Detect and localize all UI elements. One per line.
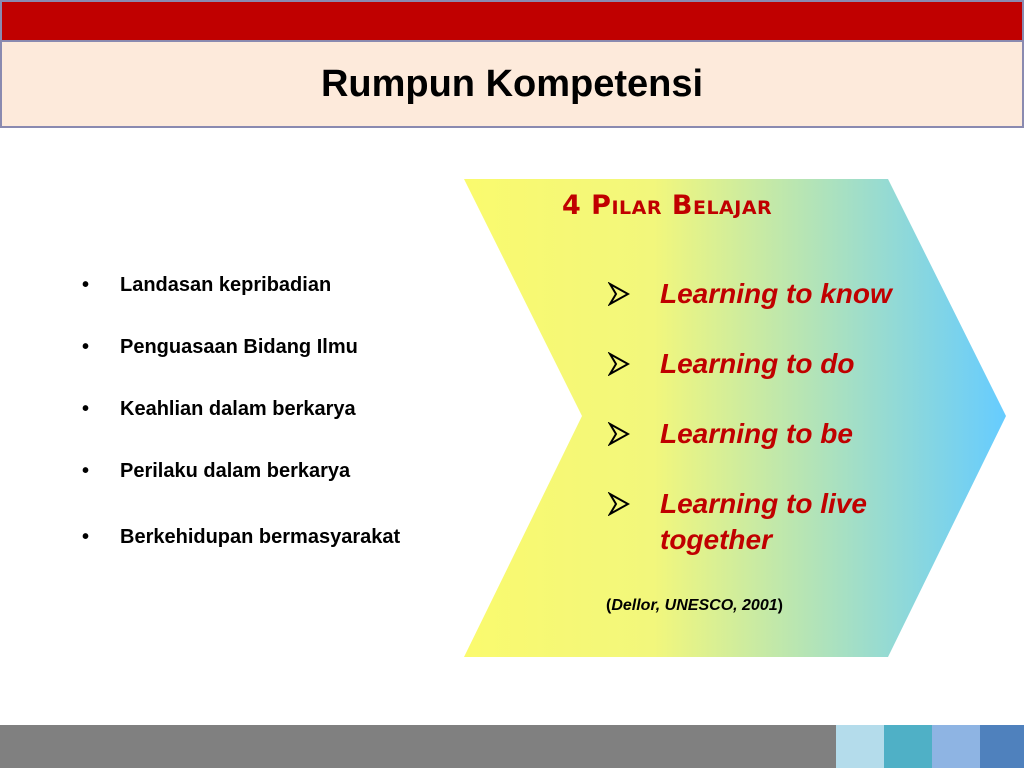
arrowhead-icon bbox=[608, 282, 630, 306]
citation bbox=[606, 597, 783, 615]
citation-text: Dellor, UNESCO, 2001 bbox=[611, 597, 778, 614]
citation-open: ( bbox=[606, 597, 612, 614]
list-item-label: Learning to be bbox=[660, 418, 853, 449]
top-accent-bar bbox=[0, 0, 1024, 42]
list-item bbox=[608, 416, 960, 452]
arrowhead-icon bbox=[608, 492, 630, 516]
arrowhead-icon bbox=[608, 422, 630, 446]
citation-close: ) bbox=[777, 597, 783, 614]
list-item bbox=[608, 346, 960, 382]
footer-square bbox=[980, 725, 1024, 768]
bullet-icon: • bbox=[82, 398, 90, 420]
list-item-label: Penguasaan Bidang Ilmu bbox=[120, 336, 358, 358]
title-band bbox=[0, 42, 1024, 128]
list-item bbox=[80, 334, 400, 396]
list-item-label: Perilaku dalam berkarya bbox=[120, 460, 351, 482]
list-item bbox=[80, 524, 400, 586]
list-item bbox=[80, 458, 400, 520]
footer-square bbox=[932, 725, 980, 768]
arrowhead-icon bbox=[608, 352, 630, 376]
pillars-title: 4 Pilar Belajar bbox=[562, 190, 773, 221]
list-item bbox=[80, 396, 400, 458]
footer-square bbox=[884, 725, 932, 768]
competency-list bbox=[80, 272, 400, 586]
slide-title: Rumpun Kompetensi bbox=[320, 62, 704, 105]
list-item bbox=[608, 276, 960, 312]
footer-bar bbox=[0, 725, 836, 768]
list-item-label: Learning to know bbox=[660, 278, 892, 309]
list-item bbox=[608, 486, 960, 558]
list-item-label: Learning to live together bbox=[660, 488, 867, 555]
footer-square bbox=[836, 725, 884, 768]
list-item bbox=[80, 272, 400, 334]
bullet-icon: • bbox=[82, 460, 90, 482]
list-item-label: Berkehidupan bermasyarakat bbox=[120, 526, 401, 548]
list-item-label: Keahlian dalam berkarya bbox=[120, 398, 356, 420]
bullet-icon: • bbox=[82, 526, 90, 548]
bullet-icon: • bbox=[82, 274, 90, 296]
list-item-label: Learning to do bbox=[660, 348, 855, 379]
pillars-list bbox=[608, 276, 960, 558]
list-item-label: Landasan kepribadian bbox=[120, 274, 332, 296]
bullet-icon: • bbox=[82, 336, 90, 358]
